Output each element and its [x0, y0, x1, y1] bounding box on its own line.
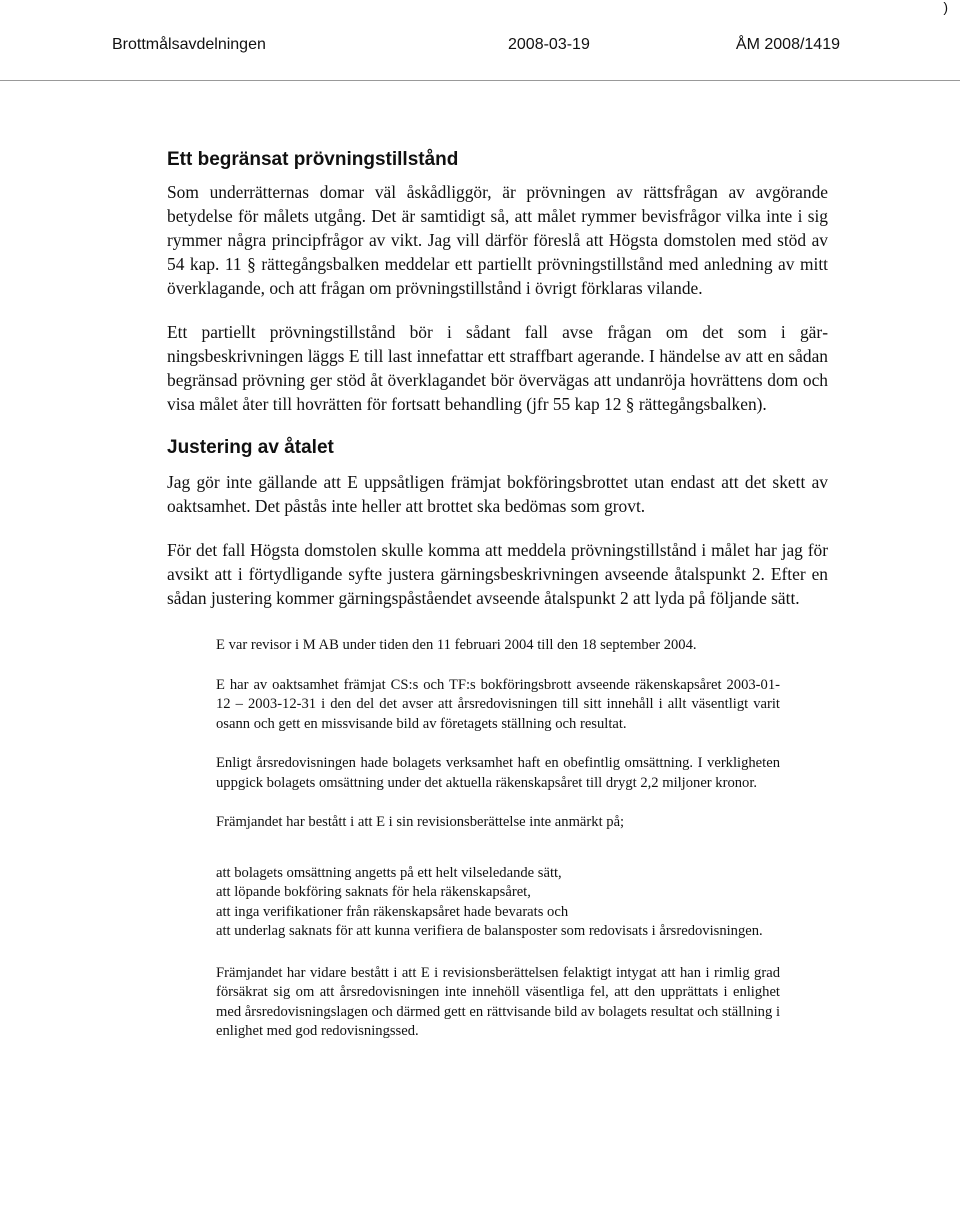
quote-paragraph: Enligt årsredovisningen hade bolagets verksamhet haft en obefintlig omsättning. I verkligheten uppgick bolagets omsättning under det aktuella räkenskapsåret till drygt 2,2 miljoner kronor. [216, 755, 780, 791]
charge-description-quote [216, 636, 780, 1042]
page-header [0, 36, 960, 58]
document-body [167, 148, 828, 1062]
quote-paragraph: Främjandet har bestått i att E i sin revisionsberättelse inte anmärkt på; [216, 814, 625, 830]
header-date: 2008-03-19 [508, 36, 590, 53]
list-item: att inga verifikationer från räkenskapsåret hade bevarats och [216, 903, 569, 920]
quote-paragraph: E var revisor i M AB under tiden den 11 februari 2004 till den 18 september 2004. [216, 637, 697, 653]
header-division: Brottmålsavdelningen [112, 36, 266, 53]
corner-mark: ) [943, 0, 948, 15]
header-case-number: ÅM 2008/1419 [735, 36, 840, 53]
list-item: att löpande bokföring saknats för hela räkenskapsåret, [216, 884, 531, 900]
paragraph: Jag gör inte gällande att E uppsåtligen främjat bokföringsbrottet utan endast att det skett av oaktsamhet. Det påstås inte heller att brottet ska bedömas som grovt. [167, 472, 828, 516]
paragraph: Ett partiellt prövningstillstånd bör i sådant fall avse frågan om det som i gärningsbeskrivningen läggs E till last innefattar ett straffbart agerande. I händelse av att en sådan begränsad prövning ger stöd åt överklagandet bör övervägas att undanröja hovrättens dom och visa målet åter till hovrätten för fortsatt behandling (jfr 55 kap 12 § rättegångsbalken). [167, 322, 828, 414]
section-heading-charge-adjustment: Justering av åtalet [167, 437, 334, 458]
paragraph: För det fall Högsta domstolen skulle komma att meddela prövningstillstånd i målet har jag för avsikt att i förtydligande syfte justera gärningsbeskrivningen avseende åtalspunkt 2. Efter en sådan justering kommer gärningspåståendet avseende åtalspunkt 2 att lyda på följande sätt. [167, 540, 828, 608]
list-item: att bolagets omsättning angetts på ett helt vilseledande sätt, [216, 864, 562, 881]
paragraph: Som underrätternas domar väl åskådliggör, är prövningen av rättsfrågan av avgörande betydelse för målets utgång. Det är samtidigt så, att målet rymmer bevisfrågor vilka inte i sig rymmer några principfrågor av vikt. Jag vill därför föreslå att Högsta domstolen med stöd av 54 kap. 11 § rättegångsbalken meddelar ett partiellt prövningstillstånd med anledning av mitt överklagande, och att frågan om prövningstillstånd i övrigt förklaras vilande. [167, 182, 828, 298]
header-divider [0, 80, 960, 81]
omission-list [216, 864, 780, 942]
list-item: att underlag saknats för att kunna verifiera de balansposter som redovisats i årsredovisningen. [216, 923, 763, 939]
section-heading-review-permit: Ett begränsat prövningstillstånd [167, 149, 459, 170]
quote-paragraph: Främjandet har vidare bestått i att E i revisionsberättelsen felaktigt intygat att han i rimlig grad försäkrat sig om att årsredovisningen inte innehöll väsentliga fel, att den upprättats i enlighet med årsredovisningslagen och därmed gett en rättvisande bild av bolagets resultat och ställning i enlighet med god redovisningssed. [216, 964, 780, 1039]
quote-paragraph: E har av oaktsamhet främjat CS:s och TF:s bokföringsbrott avseende räkenskapsåret 2003-01-12 – 2003-12-31 i den del det avser att årsredovisningen till sitt innehåll i allt väsentligt varit osann och gett en missvisande bild av företagets ställning och resultat. [216, 676, 780, 732]
